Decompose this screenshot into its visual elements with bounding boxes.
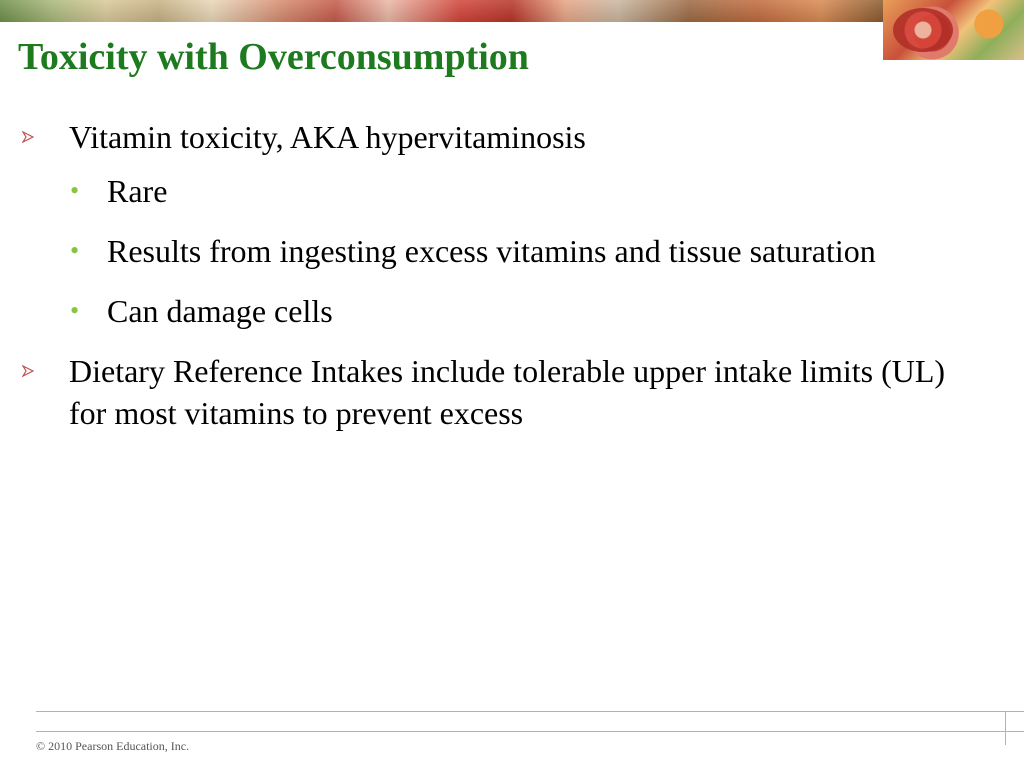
arrowhead-bullet-icon	[22, 365, 34, 377]
sub-bullet-text: Rare	[107, 173, 168, 209]
round-bullet-icon: •	[70, 176, 80, 205]
decorative-photo-banner	[0, 0, 883, 22]
bullet-text: Dietary Reference Intakes include tolerable upper intake limits (UL) for most vitamins to prevent excess	[69, 353, 946, 431]
bullet-item	[0, 116, 1024, 158]
arrowhead-bullet-icon	[22, 131, 34, 143]
corner-vegetable-photo	[883, 0, 1024, 60]
round-bullet-icon: •	[70, 296, 80, 325]
round-bullet-icon: •	[70, 236, 80, 265]
sub-bullet-item	[0, 170, 1024, 212]
copyright-notice: © 2010 Pearson Education, Inc.	[36, 739, 190, 753]
slide-title: Toxicity with Overconsumption	[18, 36, 529, 78]
sub-bullet-item	[0, 230, 1024, 272]
bullet-text: Vitamin toxicity, AKA hypervitaminosis	[69, 119, 586, 155]
slide-body	[0, 116, 1024, 446]
bullet-item	[0, 350, 1024, 434]
sub-bullet-text: Can damage cells	[107, 293, 333, 329]
sub-bullet-text: Results from ingesting excess vitamins and tissue saturation	[107, 233, 876, 269]
sub-bullet-item	[0, 290, 1024, 332]
